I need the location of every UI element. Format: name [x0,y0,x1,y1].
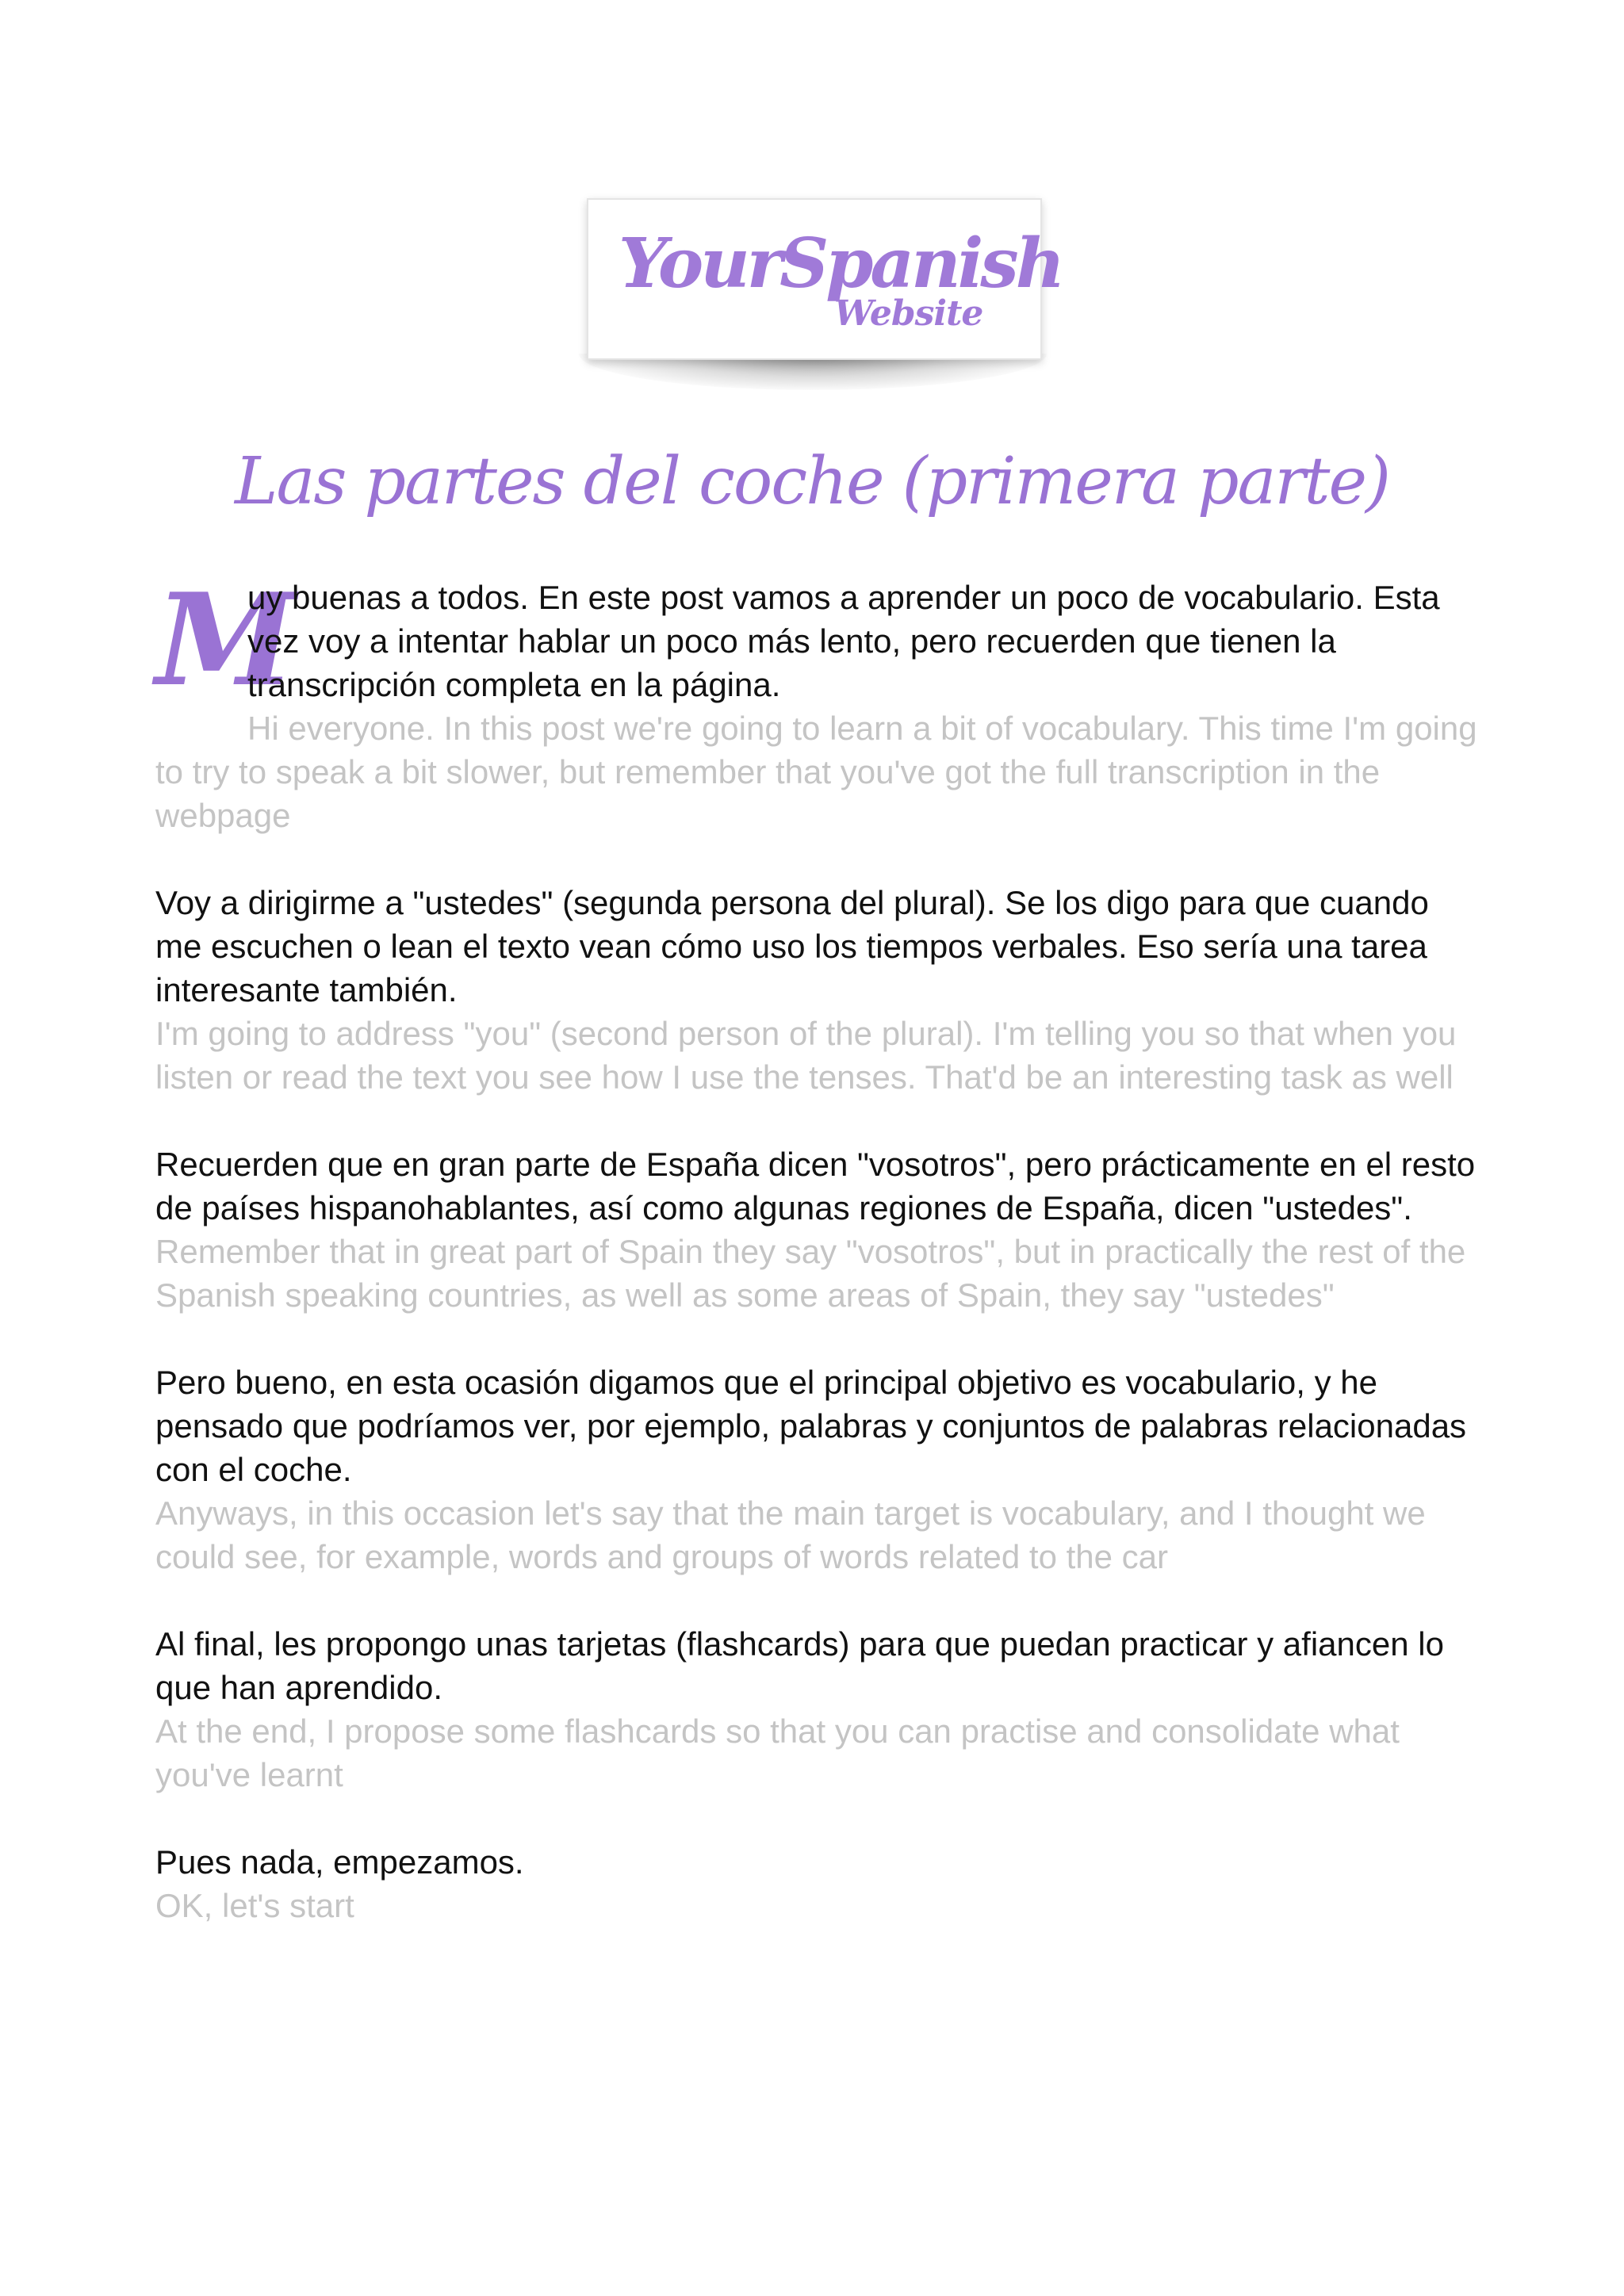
drop-cap: M [155,565,297,714]
paragraph-english: Anyways, in this occasion let's say that the main target is vocabulary, and I thought we could see, for example, words and groups of words related to the car [155,1494,1426,1575]
article-body [155,565,1480,1971]
paragraph-spanish: uy buenas a todos. En este post vamos a aprender un poco de vocabulario. Esta vez voy a intentar hablar un poco más lento, pero recuerden que tienen la transcripción completa en la página. [247,579,1440,703]
paragraph-english: I'm going to address "you" (second person of the plural). I'm telling you so that when you listen or read the text you see how I use the tenses. That'd be an interesting task as well [155,1015,1457,1096]
site-logo [587,198,1063,357]
paragraph-spanish: Pues nada, empezamos. [155,1843,524,1881]
paragraph-4 [155,1360,1480,1578]
paragraph-spanish: Al final, les propongo unas tarjetas (flashcards) para que puedan practicar y afiancen lo que han aprendido. [155,1625,1444,1706]
logo-main-text: YourSpanish [619,224,1063,304]
logo-card [587,198,1063,360]
paragraph-english: Remember that in great part of Spain they say "vosotros", but in practically the rest of the Spanish speaking countries, as well as some areas of Spain, they say "ustedes" [155,1233,1466,1314]
paragraph-5 [155,1622,1480,1797]
paragraph-3 [155,1142,1480,1317]
paragraph-english: Hi everyone. In this post we're going to learn a bit of vocabulary. This time I'm going to try to speak a bit slower, but remember that you've got the full transcription in the webpage [155,710,1477,834]
paragraph-1 [155,565,1480,837]
paragraph-spanish: Recuerden que en gran parte de España dicen "vosotros", pero prácticamente en el resto de países hispanohablantes, así como algunas regiones de España, dicen "ustedes". [155,1146,1476,1226]
paragraph-spanish: Pero bueno, en esta ocasión digamos que el principal objetivo es vocabulario, y he pensado que podríamos ver, por ejemplo, palabras y conjuntos de palabras relacionadas con el coche. [155,1364,1467,1488]
paragraph-english: At the end, I propose some flashcards so that you can practise and consolidate what you've learnt [155,1712,1400,1793]
paragraph-spanish: Voy a dirigirme a "ustedes" (segunda persona del plural). Se los digo para que cuando me escuchen o lean el texto vean cómo uso los tiempos verbales. Eso sería una tarea interesante también. [155,884,1429,1008]
paragraph-english: OK, let's start [155,1887,354,1924]
paragraph-6 [155,1840,1480,1927]
logo-sub-text: Website [834,293,983,334]
paragraph-2 [155,881,1480,1099]
page-title: Las partes del coche (primera parte) [234,444,1389,519]
